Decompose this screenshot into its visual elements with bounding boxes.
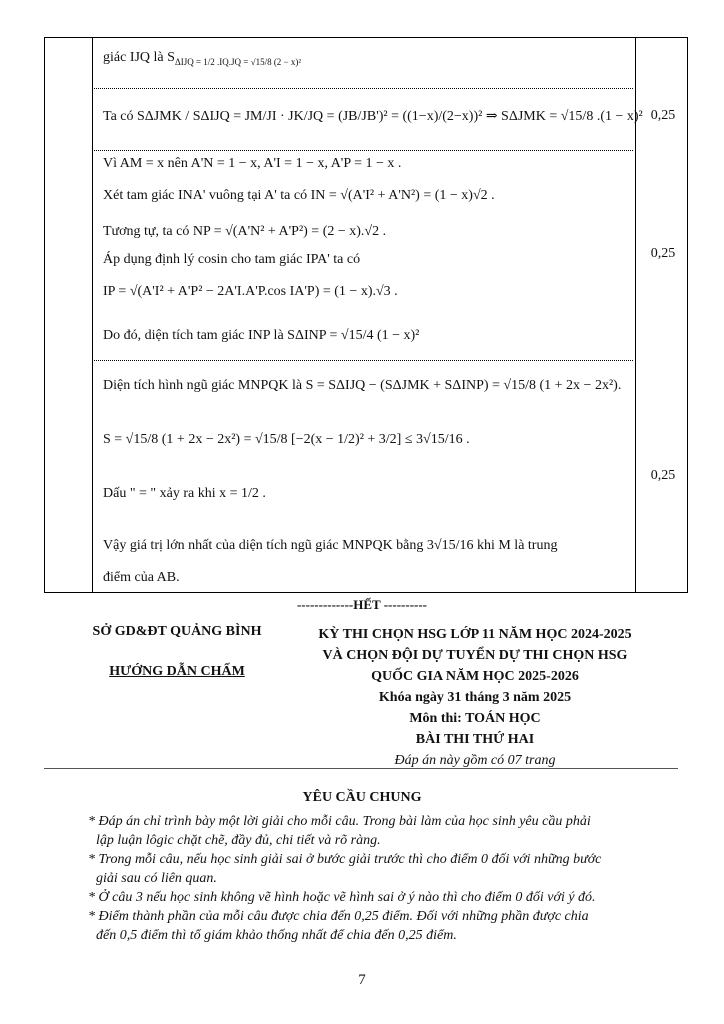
- exam-title-line3: QUỐC GIA NĂM HỌC 2025-2026: [371, 669, 579, 684]
- row3-line1: Vì AM = x nên A'N = 1 − x, A'I = 1 − x, A'P = 1 − x .: [103, 156, 402, 171]
- org-name: SỞ GD&ĐT QUẢNG BÌNH: [92, 624, 262, 639]
- row4-line3: Dấu " = " xảy ra khi x = 1/2 .: [103, 486, 266, 501]
- exam-title-line2: VÀ CHỌN ĐỘI DỰ TUYỂN DỰ THI CHỌN HSG: [322, 648, 628, 663]
- header-divider: [44, 768, 678, 769]
- requirement-item: * Ở câu 3 nếu học sinh không vẽ hình hoặc vẽ hình sai ở ý nào thì cho điểm 0 đối với ý đó.: [88, 890, 596, 905]
- column-divider-left: [92, 38, 93, 592]
- row3-line3: Tương tự, ta có NP = √(A'N² + A'P²) = (2 − x).√2 .: [103, 224, 387, 239]
- row4-line4: Vậy giá trị lớn nhất của diện tích ngũ giác MNPQK bằng 3√15/16 khi M là trung: [103, 538, 558, 553]
- requirement-item: * Đáp án chỉ trình bày một lời giải cho mỗi câu. Trong bài làm của học sinh yêu cầu phải: [88, 814, 591, 829]
- exam-date: Khóa ngày 31 tháng 3 năm 2025: [378, 690, 572, 705]
- end-marker: -------------HẾT ----------: [296, 597, 428, 612]
- row-separator: [92, 88, 633, 89]
- requirement-item: đến 0,5 điểm thì tổ giám khảo thống nhất để chia đến 0,25 điểm.: [96, 928, 457, 943]
- row-separator: [92, 360, 633, 361]
- requirements-title: YÊU CẦU CHUNG: [302, 790, 422, 805]
- row4-line1: Diện tích hình ngũ giác MNPQK là S = SΔIJQ − (SΔJMK + SΔINP) = √15/8 (1 + 2x − 2x²).: [103, 378, 622, 393]
- doc-type: HƯỚNG DẪN CHẤM: [109, 664, 245, 679]
- exam-info: [290, 624, 660, 771]
- row2-score: 0,25: [650, 108, 676, 123]
- page-number: 7: [358, 972, 366, 988]
- pages-note: Đáp án này gồm có 07 trang: [394, 753, 556, 768]
- requirement-item: giải sau có liên quan.: [96, 871, 217, 886]
- requirement-item: lập luận lôgic chặt chẽ, đầy đủ, chi tiết và rõ ràng.: [96, 833, 381, 848]
- exam-subject: Môn thi: TOÁN HỌC: [409, 711, 541, 726]
- row4-line2: S = √15/8 (1 + 2x − 2x²) = √15/8 [−2(x − 1/2)² + 3/2] ≤ 3√15/16 .: [103, 432, 470, 447]
- exam-paper: BÀI THI THỨ HAI: [415, 732, 535, 747]
- row-separator: [92, 150, 633, 151]
- row3-line4: Áp dụng định lý cosin cho tam giác IPA' ta có: [103, 252, 361, 267]
- row2-line: Ta có SΔJMK / SΔIJQ = JM/JI · JK/JQ = (JB/JB')² = ((1−x)/(2−x))² ⇒ SΔJMK = √15/8 .(1 − x)²: [103, 109, 643, 124]
- solution-table: [44, 37, 688, 593]
- row3-line6: Do đó, diện tích tam giác INP là SΔINP = √15/4 (1 − x)²: [103, 328, 420, 343]
- row4-line5: điểm của AB.: [103, 570, 180, 585]
- requirement-item: * Điểm thành phần của mỗi câu được chia đến 0,25 điểm. Đối với những phần được chia: [88, 909, 589, 924]
- requirement-item: * Trong mỗi câu, nếu học sinh giải sai ở bước giải trước thì cho điểm 0 đối với những bước: [88, 852, 602, 867]
- row1-line: giác IJQ là $S_{\Delta IJQ = 1/2 .IQ.JQ = √15/8 (2 - x)^2}$: [103, 50, 302, 67]
- row4-score: 0,25: [650, 468, 676, 483]
- row3-line2: Xét tam giác INA' vuông tại A' ta có IN = √(A'I² + A'N²) = (1 − x)√2 .: [103, 188, 495, 203]
- row3-score: 0,25: [650, 246, 676, 261]
- exam-title-line1: KỲ THI CHỌN HSG LỚP 11 NĂM HỌC 2024-2025: [318, 627, 632, 642]
- requirements-list: [88, 812, 678, 945]
- row3-line5: IP = √(A'I² + A'P² − 2A'I.A'P.cos IA'P) = (1 − x).√3 .: [103, 284, 398, 299]
